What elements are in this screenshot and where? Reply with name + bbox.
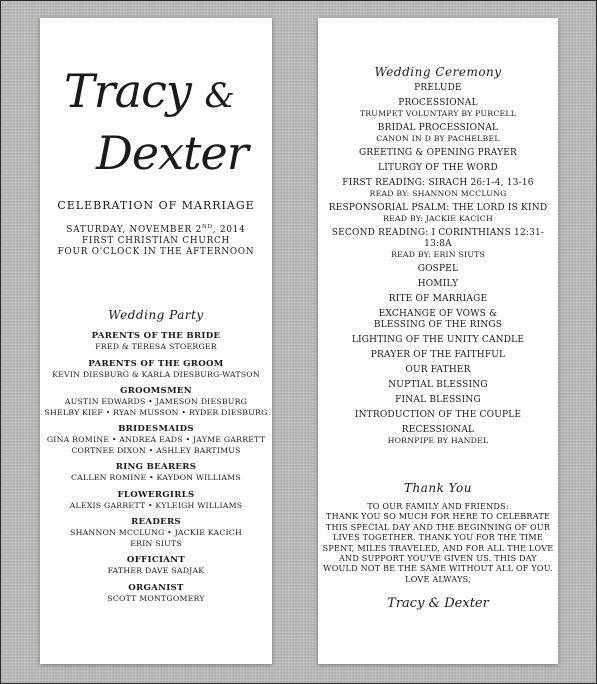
party-names: SHELBY KIEF • RYAN MUSSON • RYDER DIESBURG bbox=[44, 407, 268, 417]
party-role: READERS bbox=[131, 517, 181, 527]
ceremony-item-detail: READ BY: ERIN SIUTS bbox=[390, 250, 486, 259]
ceremony-item-title: BLESSING OF THE RINGS bbox=[373, 320, 503, 330]
program-card-left bbox=[40, 18, 272, 664]
party-role: FLOWERGIRLS bbox=[117, 489, 195, 500]
thank-you-line: WOULD NOT BE THE SAME WITHOUT ALL OF YOU. bbox=[323, 563, 553, 574]
ceremony-order-list bbox=[318, 83, 558, 450]
ceremony-item-title: FINAL BLESSING bbox=[395, 395, 481, 405]
ceremony-item-detail: CANON IN D BY PACHELBEL bbox=[376, 134, 500, 143]
party-names: KEVIN DIESBURG & KARLA DIESBURG-WATSON bbox=[52, 369, 260, 379]
party-role: OFFICIANT bbox=[126, 555, 186, 565]
ceremony-item bbox=[318, 365, 558, 376]
party-names: CORTNEE DIXON • ASHLEY BARTIMUS bbox=[71, 445, 241, 455]
ceremony-item bbox=[318, 264, 558, 275]
event-details bbox=[40, 222, 272, 257]
event-time: FOUR O'CLOCK IN THE AFTERNOON bbox=[57, 246, 255, 257]
bride-name: Tracy bbox=[64, 64, 191, 118]
ceremony-item-title: RESPONSORIAL PSALM: THE LORD IS KIND bbox=[328, 203, 548, 213]
thank-you-line: SPENT, MILES TRAVELED, AND FOR ALL THE LOVE bbox=[322, 542, 554, 553]
party-names: FATHER DAVE SADJAK bbox=[107, 566, 205, 575]
ceremony-item-title: SECOND READING: I CORINTHIANS 12:31-13:8A bbox=[331, 228, 545, 249]
party-group bbox=[40, 583, 272, 605]
thank-you-line: THIS SPECIAL DAY AND THE BEGINNING OF OUR bbox=[325, 521, 551, 532]
ceremony-item bbox=[318, 335, 558, 346]
groom-name: Dexter bbox=[96, 126, 248, 180]
thank-you-line: TO OUR FAMILY AND FRIENDS: bbox=[367, 501, 509, 511]
party-role: RING BEARERS bbox=[115, 462, 197, 472]
ceremony-item-title: EXCHANGE OF VOWS & bbox=[378, 309, 498, 319]
ceremony-item bbox=[318, 279, 558, 290]
thank-you-line: THANK YOU SO MUCH FOR HERE TO CELEBRATE bbox=[325, 511, 551, 522]
ceremony-item bbox=[318, 228, 558, 260]
ceremony-item-title: NUPTIAL BLESSING bbox=[388, 380, 488, 390]
ceremony-item bbox=[318, 350, 558, 361]
ceremony-item-title: RITE OF MARRIAGE bbox=[388, 294, 488, 304]
ceremony-item bbox=[318, 203, 558, 224]
party-group bbox=[40, 462, 272, 484]
party-names: GINA ROMINE • ANDREA EADS • JAYME GARRETT bbox=[46, 435, 266, 444]
party-group bbox=[40, 386, 272, 418]
thank-you-line: LIVES TOGETHER. THANK YOU FOR THE TIME bbox=[332, 532, 544, 543]
party-role: ORGANIST bbox=[128, 582, 184, 593]
ampersand: & bbox=[204, 76, 234, 116]
party-names: ERIN SIUTS bbox=[130, 538, 182, 548]
event-date: SATURDAY, NOVEMBER 2ND, 2014 bbox=[66, 224, 246, 235]
bride-name-heading bbox=[64, 64, 234, 119]
party-group bbox=[40, 424, 272, 456]
ceremony-item-title: PRAYER OF THE FAITHFUL bbox=[370, 350, 506, 360]
couple-signature: Tracy & Dexter bbox=[387, 596, 489, 611]
ceremony-item-detail: READ BY: JACKIE KACICH bbox=[383, 214, 493, 223]
ceremony-item-title: RECESSIONAL bbox=[401, 425, 475, 435]
ceremony-item bbox=[318, 425, 558, 446]
party-names: ALEXIS GARRETT • KYLEIGH WILLIAMS bbox=[69, 500, 243, 510]
ceremony-item-title: OUR FATHER bbox=[405, 365, 471, 375]
ceremony-item bbox=[318, 395, 558, 406]
ceremony-item bbox=[318, 410, 558, 421]
ceremony-item bbox=[318, 309, 558, 331]
wedding-party-title: Wedding Party bbox=[108, 308, 204, 322]
ceremony-item bbox=[318, 98, 558, 119]
program-card-right bbox=[318, 18, 558, 664]
party-group bbox=[40, 331, 272, 353]
ceremony-item bbox=[318, 294, 558, 305]
party-names: AUSTIN EDWARDS • JAMESON DIESBURG bbox=[64, 397, 248, 406]
ceremony-item-detail: TRUMPET VOLUNTARY BY PURCELL bbox=[359, 109, 517, 118]
ceremony-item bbox=[318, 148, 558, 159]
ceremony-item bbox=[318, 123, 558, 144]
thank-you-message bbox=[318, 501, 558, 584]
party-group bbox=[40, 517, 272, 549]
party-role: GROOMSMEN bbox=[120, 386, 192, 396]
party-role: PARENTS OF THE GROOM bbox=[88, 358, 224, 369]
ceremony-item-title: FIRST READING: SIRACH 26:1-4, 13-16 bbox=[342, 178, 534, 188]
thank-you-line: AND SUPPORT YOU'VE GIVEN US. THIS DAY bbox=[339, 553, 537, 564]
party-role: PARENTS OF THE BRIDE bbox=[91, 331, 221, 341]
party-group bbox=[40, 555, 272, 577]
ceremony-item-title: LIGHTING OF THE UNITY CANDLE bbox=[351, 335, 525, 345]
thank-you-title: Thank You bbox=[403, 481, 473, 495]
ceremony-item-title: HOMILY bbox=[417, 279, 459, 289]
thank-you-line: LOVE ALWAYS, bbox=[405, 573, 471, 584]
party-role: BRIDESMAIDS bbox=[118, 424, 194, 434]
ceremony-item bbox=[318, 83, 558, 94]
ceremony-item-title: BRIDAL PROCESSIONAL bbox=[377, 123, 499, 133]
ceremony-item-detail: HORNPIPE BY HANDEL bbox=[387, 436, 489, 445]
ceremony-title: Wedding Ceremony bbox=[374, 65, 502, 79]
ceremony-item-title: GOSPEL bbox=[417, 264, 459, 274]
party-names: SHANNON MCCLUNG • JACKIE KACICH bbox=[70, 528, 242, 537]
ceremony-item-title: LITURGY OF THE WORD bbox=[378, 163, 498, 173]
ceremony-item-detail: READ BY: SHANNON MCCLUNG bbox=[369, 189, 507, 198]
party-names: SCOTT MONTGOMERY bbox=[107, 593, 205, 603]
event-venue: FIRST CHRISTIAN CHURCH bbox=[81, 235, 231, 246]
ceremony-item-title: PRELUDE bbox=[414, 83, 462, 93]
wedding-party-list bbox=[40, 331, 272, 610]
ceremony-item-title: GREETING & OPENING PRAYER bbox=[358, 148, 518, 158]
ceremony-item-title: PROCESSIONAL bbox=[398, 98, 478, 108]
ceremony-item bbox=[318, 380, 558, 391]
ceremony-item bbox=[318, 178, 558, 199]
party-group bbox=[40, 490, 272, 512]
party-names: CALLEN ROMINE • KAYDON WILLIAMS bbox=[71, 473, 241, 482]
ceremony-item-title: INTRODUCTION OF THE COUPLE bbox=[354, 410, 522, 420]
ceremony-item bbox=[318, 163, 558, 174]
party-names: FRED & TERESA STOERGER bbox=[95, 342, 217, 351]
party-group bbox=[40, 359, 272, 381]
celebration-heading: CELEBRATION OF MARRIAGE bbox=[57, 199, 255, 212]
